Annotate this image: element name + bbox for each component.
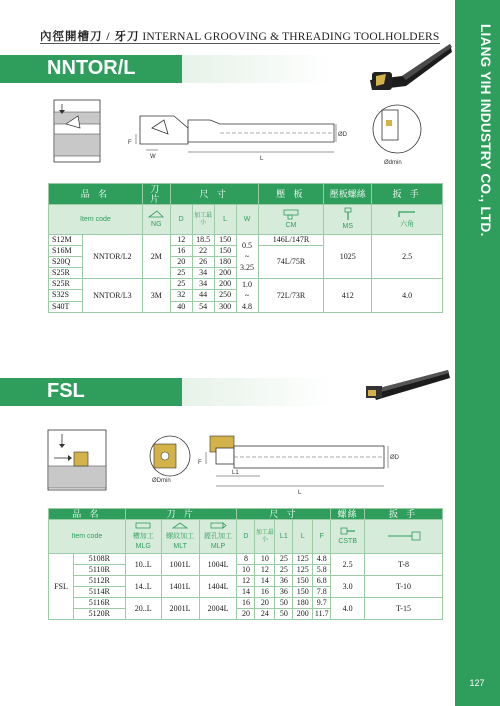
fsl-end-view	[150, 436, 190, 484]
fsl-workpiece-icon	[48, 430, 106, 490]
svg-text:Ødmin: Ødmin	[384, 160, 402, 166]
screw-icon	[343, 207, 353, 221]
table-row: S16M 16 22 150 74L/75R	[49, 246, 443, 257]
nntor-holder-front-view	[128, 116, 188, 160]
screw-icon	[339, 526, 357, 536]
fsl-col-l: L	[293, 520, 313, 554]
fsl-title: FSL	[47, 380, 85, 402]
fsl-col-wrench	[365, 520, 443, 554]
fsl-col-mlt: 螺紋加工 MLT	[161, 520, 199, 554]
boring-insert-icon	[208, 521, 228, 531]
col-item-code: Item code	[49, 205, 143, 235]
nntor-workpiece-icon	[54, 100, 100, 162]
nntor-title: NNTOR/L	[47, 57, 136, 79]
col-group-wrench: 扳 手	[372, 184, 443, 205]
svg-text:ØDmin: ØDmin	[152, 478, 171, 484]
svg-text:F: F	[198, 460, 202, 466]
fsl-col-group-screw: 螺絲	[331, 509, 365, 520]
brand-strip	[455, 0, 500, 706]
col-cm: CM	[258, 205, 324, 235]
fsl-banner-fade	[182, 378, 332, 406]
table-row: S20Q 20 26 180	[49, 257, 443, 268]
table-row: 5120R 20 24 50 200 11.7	[49, 609, 443, 620]
nntor-diagram	[40, 94, 455, 172]
fsl-col-group-insert: 刀 片	[125, 509, 237, 520]
table-row: S25R 25 34 200	[49, 268, 443, 279]
svg-text:ØD: ØD	[390, 455, 399, 461]
table-row: S40T 40 54 300	[49, 301, 443, 312]
svg-text:L: L	[298, 490, 302, 496]
table-row: S25R NNTOR/L3 3M 25 34 200 1.0 ~ 4.8 72L/73R 412 4.0	[49, 279, 443, 290]
nntor-spec-table	[48, 183, 443, 313]
svg-text:ØD: ØD	[338, 132, 347, 138]
header-title-zh: 內徑開槽刀 / 牙刀	[40, 31, 140, 43]
col-dmin: 加工最小	[192, 205, 214, 235]
fsl-banner-lead	[0, 378, 40, 406]
hex-wrench-icon	[397, 209, 417, 219]
table-row: S12M NNTOR/L2 2M 12 18.5 150 0.5 ~ 3.25 146L/147R 1025 2.5	[49, 235, 443, 246]
col-ms: MS	[324, 205, 372, 235]
fsl-col-dmin: 加工最小	[255, 520, 275, 554]
svg-text:L: L	[260, 156, 264, 162]
torx-wrench-icon	[384, 529, 424, 543]
fsl-col-l1: L1	[275, 520, 293, 554]
fsl-col-cstb: CSTB	[331, 520, 365, 554]
brand-name: LIANG YIH INDUSTRY CO., LTD.	[478, 24, 493, 237]
fsl-col-d: D	[237, 520, 255, 554]
col-l: L	[214, 205, 236, 235]
col-group-name: 品 名	[49, 184, 143, 205]
nntor-banner-lead	[0, 55, 40, 83]
svg-text:W: W	[150, 154, 156, 160]
table-row: 5112R 14..L 1401L 1404L 12 14 36 150 6.8 3.0 T-10	[49, 576, 443, 587]
col-ng: NG	[142, 205, 170, 235]
fsl-col-mlg: 槽加工 MLG	[125, 520, 161, 554]
svg-text:L1: L1	[232, 470, 239, 476]
table-row: 5110R 10 12 25 125 5.8	[49, 565, 443, 576]
table-row: 5114R 14 16 36 150 7.8	[49, 587, 443, 598]
clamp-icon	[282, 208, 300, 220]
col-group-clamp: 壓 板	[258, 184, 324, 205]
nntor-banner	[40, 55, 182, 83]
nntor-banner-fade	[182, 55, 332, 83]
fsl-col-group-wrench: 扳 手	[365, 509, 443, 520]
col-w: W	[236, 205, 258, 235]
table-row: 5116R 20..L 2001L 2004L 16 20 50 180 9.7 4.0 T-15	[49, 598, 443, 609]
nntor-product-photo	[362, 36, 454, 94]
page-number: 127	[469, 678, 485, 688]
fsl-banner	[40, 378, 182, 406]
fsl-col-item-code: Item code	[49, 520, 126, 554]
nntor-end-view	[373, 105, 421, 166]
fsl-spec-table	[48, 508, 443, 620]
table-row: S32S 32 44 250	[49, 290, 443, 301]
col-wrench: 六角	[372, 205, 443, 235]
fsl-product-photo	[362, 364, 454, 408]
svg-text:F: F	[128, 140, 132, 146]
fsl-col-group-size: 尺 寸	[237, 509, 331, 520]
grooving-insert-icon	[133, 521, 153, 531]
fsl-diagram	[40, 422, 455, 502]
fsl-col-f: F	[313, 520, 331, 554]
header-title-en: INTERNAL GROOVING & THREADING TOOLHOLDERS	[142, 31, 440, 43]
threading-insert-icon	[170, 521, 190, 531]
fsl-holder-body	[198, 436, 400, 496]
fsl-col-group-name: 品 名	[49, 509, 126, 520]
fsl-col-mlp: 鏜孔加工 MLP	[199, 520, 237, 554]
nntor-holder-body	[188, 120, 348, 162]
col-group-size: 尺 寸	[170, 184, 258, 205]
col-d: D	[170, 205, 192, 235]
col-group-clamp-screw: 壓板螺絲	[324, 184, 372, 205]
table-row: FSL 5108R 10..L 1001L 1004L 8 10 25 125 4.8 2.5 T-8	[49, 554, 443, 565]
col-group-insert: 刀 片	[142, 184, 170, 205]
insert-ng-icon	[147, 209, 165, 219]
